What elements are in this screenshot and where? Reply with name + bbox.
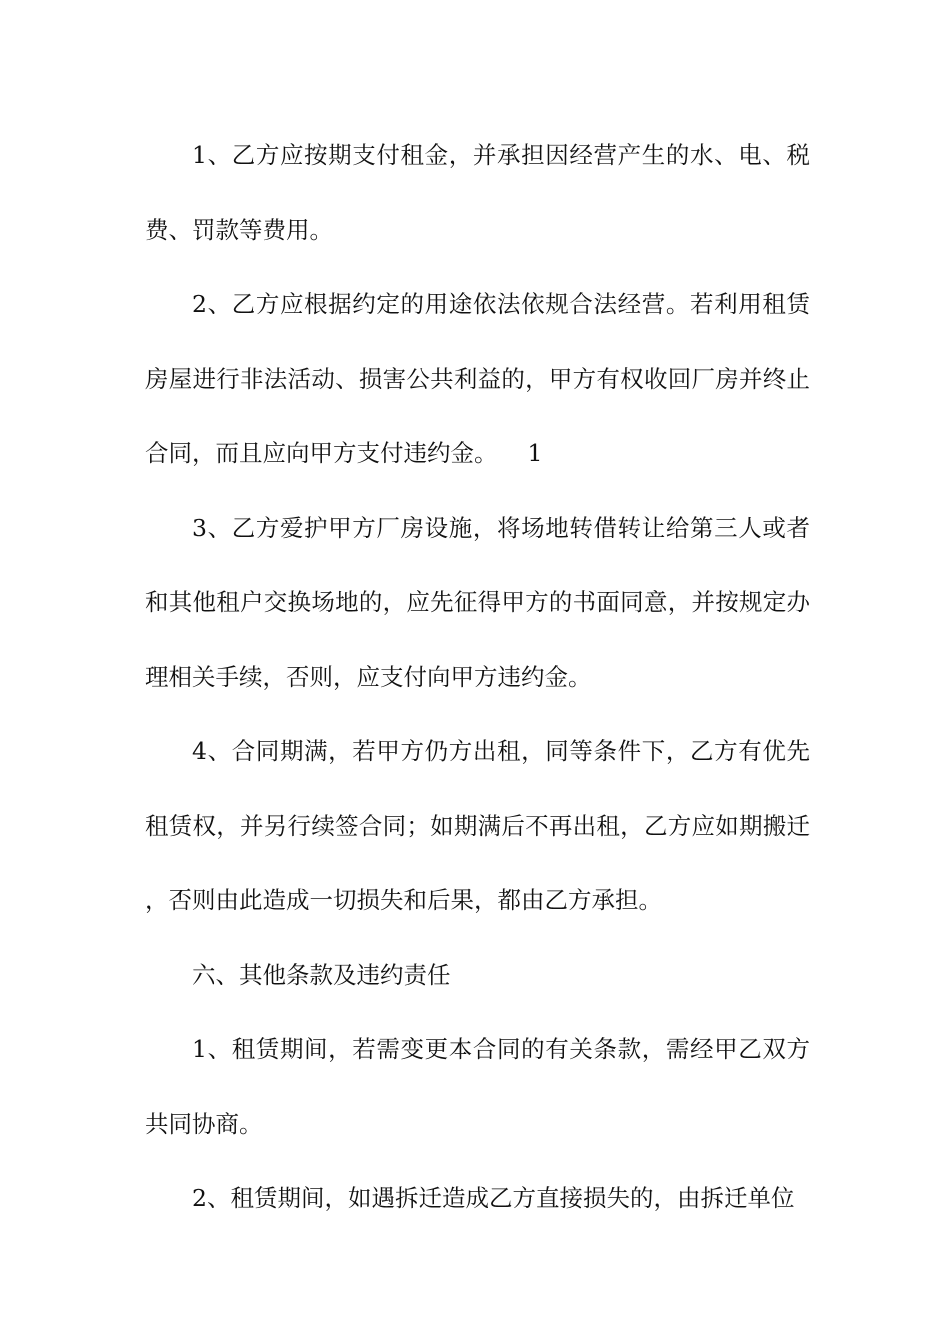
paragraph-rent-payment: 1、乙方应按期支付租金，并承担因经营产生的水、电、税费、罚款等费用。: [145, 141, 810, 244]
paragraph-contract-expiry: 4、合同期满，若甲方仍方出租，同等条件下，乙方有优先租赁权，并另行续签合同；如期满后不再出租，乙方应如期搬迁，否则由此造成一切损失和后果，都由乙方承担。: [145, 737, 810, 914]
document-body: [145, 118, 810, 1236]
paragraph-demolition: 2、租赁期间，如遇拆迁造成乙方直接损失的，由拆迁单位: [192, 1184, 795, 1212]
page-number: 1: [527, 439, 543, 467]
section-heading-other-terms: 六、其他条款及违约责任: [192, 960, 451, 989]
paragraph-term-changes: 1、租赁期间，若需变更本合同的有关条款，需经甲乙双方共同协商。: [145, 1035, 810, 1138]
paragraph-sublease: 3、乙方爱护甲方厂房设施，将场地转借转让给第三人或者和其他租户交换场地的，应先征得甲方的书面同意，并按规定办理相关手续，否则，应支付向甲方违约金。: [145, 513, 810, 691]
paragraph-lawful-use: 2、乙方应根据约定的用途依法依规合法经营。若利用租赁房屋进行非法活动、损害公共利益的，甲方有权收回厂房并终止合同，而且应向甲方支付违约金。 1: [145, 267, 810, 491]
